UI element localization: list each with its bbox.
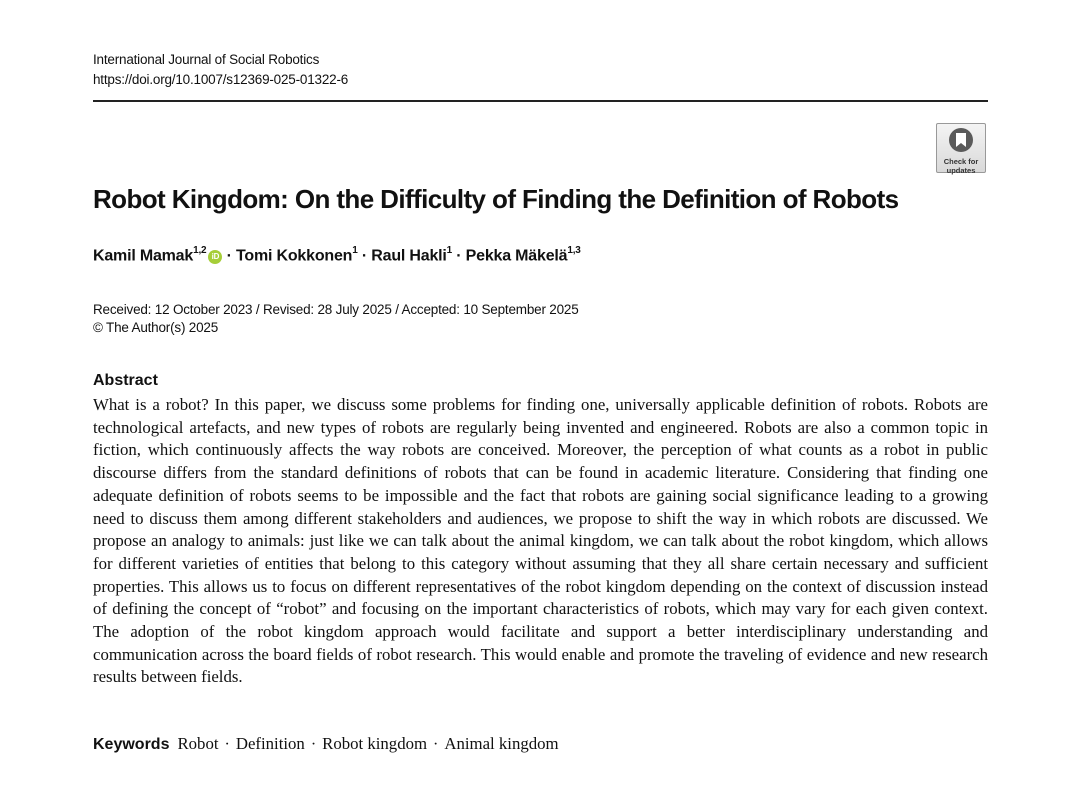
author-separator: · bbox=[226, 247, 232, 265]
orcid-icon[interactable]: iD bbox=[208, 250, 222, 264]
author-name: Raul Hakli bbox=[371, 247, 447, 265]
author-affiliation: 1,2 bbox=[193, 245, 207, 256]
keyword-separator: · bbox=[433, 736, 439, 753]
article-first-page bbox=[93, 0, 988, 788]
keywords-label: Keywords bbox=[93, 736, 170, 753]
author-separator: · bbox=[361, 247, 368, 265]
abstract-heading: Abstract bbox=[93, 372, 158, 389]
author-affiliation: 1 bbox=[352, 245, 358, 256]
keyword-separator: · bbox=[224, 736, 230, 753]
badge-label-line1: Check for bbox=[943, 157, 979, 166]
abstract-text: What is a robot? In this paper, we discuss some problems for finding one, universally applicable definition of robots. Robots are technological artefacts, and new types of robots are regularly being invented and engineered. Robots are also a common topic in fiction, which continuously affects the way robots are conceived. Moreover, the perception of what counts as a robot in public discourse differs from the standard definitions of robots that can be found in academic literature. Considering that finding one adequate definition of robots seems to be impossible and the fact that robots are gaining social significance leading to a growing need to discuss them among different stakeholders and audiences, we propose to shift the way in which robots are discussed. We propose an analogy to animals: just like we can talk about the animal kingdom, we can talk about the robot kingdom, which allows for different varieties of entities that belong to this category without assuming that they all share certain necessary and sufficient properties. This allows us to focus on different representatives of the robot kingdom depending on the context of discussion instead of defining the concept of “robot” and focusing on the important characteristics of robots, which may vary for each given context. The adoption of the robot kingdom approach would facilitate and support a better interdisciplinary understanding and communication across the board fields of robot research. This would enable and promote the traveling of evidence and new research results between fields. bbox=[93, 395, 988, 687]
article-title: Robot Kingdom: On the Difficulty of Finding the Definition of Robots bbox=[93, 184, 899, 214]
author-separator: · bbox=[456, 247, 462, 265]
doi-link[interactable]: https://doi.org/10.1007/s12369-025-01322-6 bbox=[93, 72, 349, 87]
check-for-updates-badge[interactable] bbox=[936, 123, 986, 173]
journal-name: International Journal of Social Robotics bbox=[93, 52, 320, 67]
author-name: Pekka Mäkelä bbox=[465, 247, 568, 265]
keyword[interactable]: Animal kingdom bbox=[444, 734, 559, 753]
article-dates: Received: 12 October 2023 / Revised: 28 July 2025 / Accepted: 10 September 2025 bbox=[93, 302, 579, 317]
keyword-separator: · bbox=[310, 736, 317, 753]
keyword[interactable]: Robot kingdom bbox=[322, 734, 428, 753]
author-affiliation: 1,3 bbox=[567, 245, 581, 256]
keyword[interactable]: Robot bbox=[177, 734, 219, 753]
keyword[interactable]: Definition bbox=[235, 734, 305, 753]
keywords-line bbox=[93, 734, 559, 754]
badge-label-line2: updates bbox=[946, 165, 976, 175]
author-name: Tomi Kokkonen bbox=[236, 247, 353, 265]
header-divider bbox=[93, 100, 988, 102]
author-affiliation: 1 bbox=[446, 245, 453, 256]
author-list bbox=[93, 246, 581, 265]
bookmark-icon bbox=[948, 127, 974, 157]
author-name: Kamil Mamak bbox=[93, 247, 194, 265]
copyright-notice: © The Author(s) 2025 bbox=[93, 320, 219, 335]
